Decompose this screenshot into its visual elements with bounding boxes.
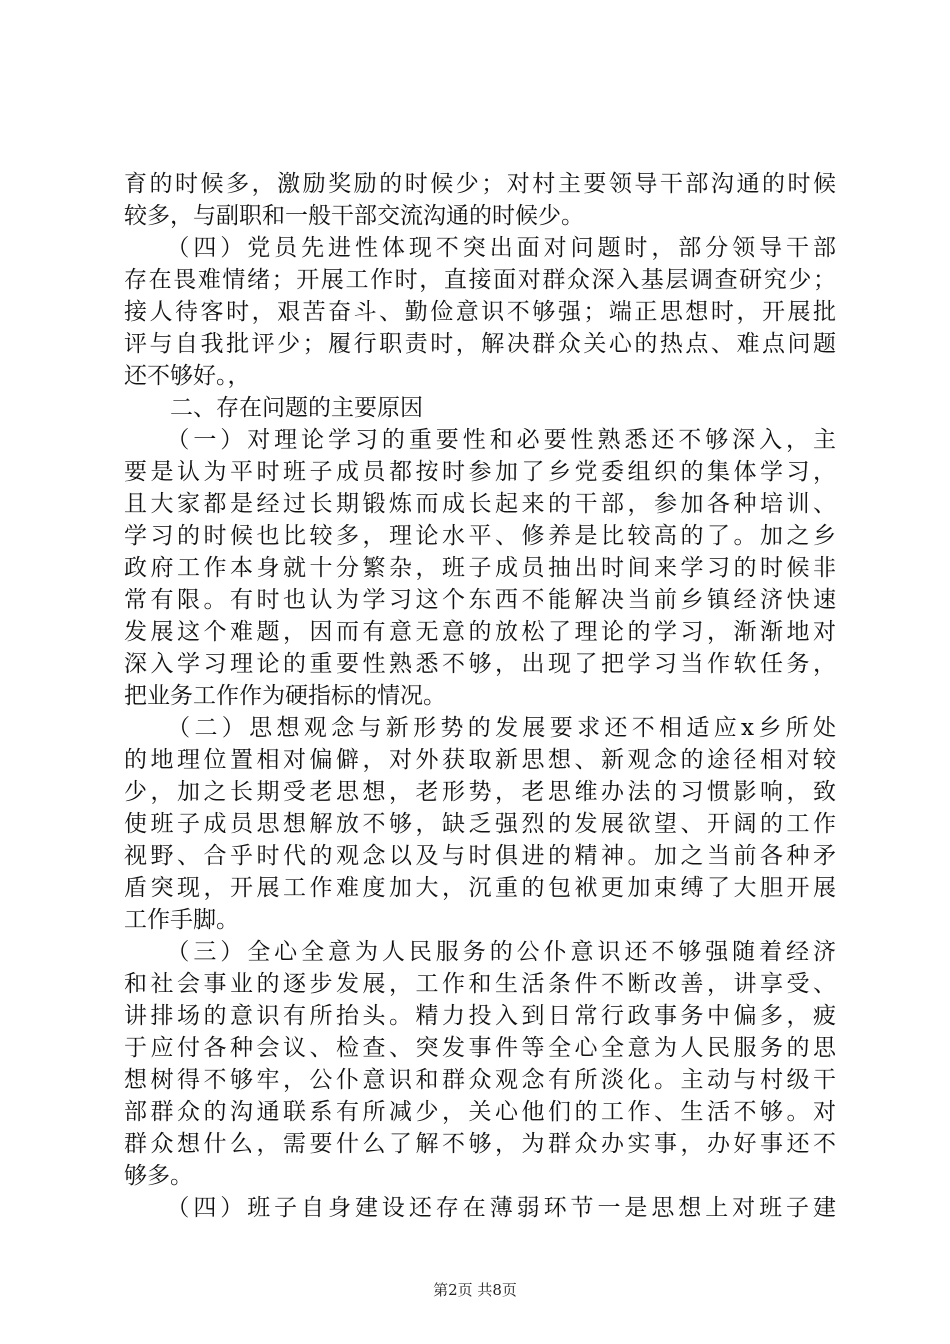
text-line: 还不够好。， [124,363,251,389]
text-line: 部群众的沟通联系有所减少，关心他们的工作、生活不够。对 [124,1099,836,1125]
text-line: 视野、合乎时代的观念以及与时俱进的精神。加之当前各种矛 [124,843,836,869]
text-line: 学习的时候也比较多，理论水平、修养是比较高的了。加之乡 [124,523,836,549]
text-line: 政府工作本身就十分繁杂，班子成员抽出时间来学习的时候非 [124,555,836,581]
text-line: 讲排场的意识有所抬头。精力投入到日常行政事务中偏多，疲 [124,1003,836,1029]
text-line: 育的时候多，激励奖励的时候少；对村主要领导干部沟通的时候 [124,171,836,197]
text-line: 深入学习理论的重要性熟悉不够，出现了把学习当作软任务， [124,651,836,677]
text-line: 发展这个难题，因而有意无意的放松了理论的学习，渐渐地对 [124,619,836,645]
text-line: 和社会事业的逐步发展，工作和生活条件不断改善，讲享受、 [124,971,836,997]
text-line: （二）思想观念与新形势的发展要求还不相适应x乡所处 [124,715,836,741]
section-heading: 二、存在问题的主要原因 [124,395,423,421]
text-line: 想树得不够牢，公仆意识和群众观念有所淡化。主动与村级干 [124,1067,836,1093]
text-line: 的地理位置相对偏僻，对外获取新思想、新观念的途径相对较 [124,747,836,773]
text-line: 评与自我批评少；履行职责时，解决群众关心的热点、难点问题 [124,331,836,357]
text-line: 要是认为平时班子成员都按时参加了乡党委组织的集体学习， [124,459,836,485]
text-line: （四）班子自身建设还存在薄弱环节一是思想上对班子建 [124,1195,836,1221]
text-line: 少，加之长期受老思想，老形势，老思维办法的习惯影响，致 [124,779,836,805]
text-line: 群众想什么，需要什么了解不够，为群众办实事，办好事还不 [124,1131,836,1157]
text-line: 工作手脚。 [124,907,239,933]
text-line: （四）党员先进性体现不突出面对问题时，部分领导干部 [124,235,836,261]
page-footer: 第2页 共8页 [433,1281,517,1299]
text-line: 且大家都是经过长期锻炼而成长起来的干部，参加各种培训、 [124,491,836,517]
text-line: 较多，与副职和一般干部交流沟通的时候少。 [124,203,584,229]
text-line: 于应付各种会议、检查、突发事件等全心全意为人民服务的思 [124,1035,836,1061]
text-line: 把业务工作作为硬指标的情况。 [124,683,446,709]
text-line: 常有限。有时也认为学习这个东西不能解决当前乡镇经济快速 [124,587,836,613]
text-line: （三）全心全意为人民服务的公仆意识还不够强随着经济 [124,939,836,965]
text-line: （一）对理论学习的重要性和必要性熟悉还不够深入，主 [124,427,836,453]
text-line: 够多。 [124,1163,193,1189]
text-line: 接人待客时，艰苦奋斗、勤俭意识不够强；端正思想时，开展批 [124,299,836,325]
text-line: 使班子成员思想解放不够，缺乏强烈的发展欲望、开阔的工作 [124,811,836,837]
text-line: 盾突现，开展工作难度加大，沉重的包袱更加束缚了大胆开展 [124,875,836,901]
body-text [124,168,836,1224]
text-line: 存在畏难情绪；开展工作时，直接面对群众深入基层调查研究少； [124,267,836,293]
